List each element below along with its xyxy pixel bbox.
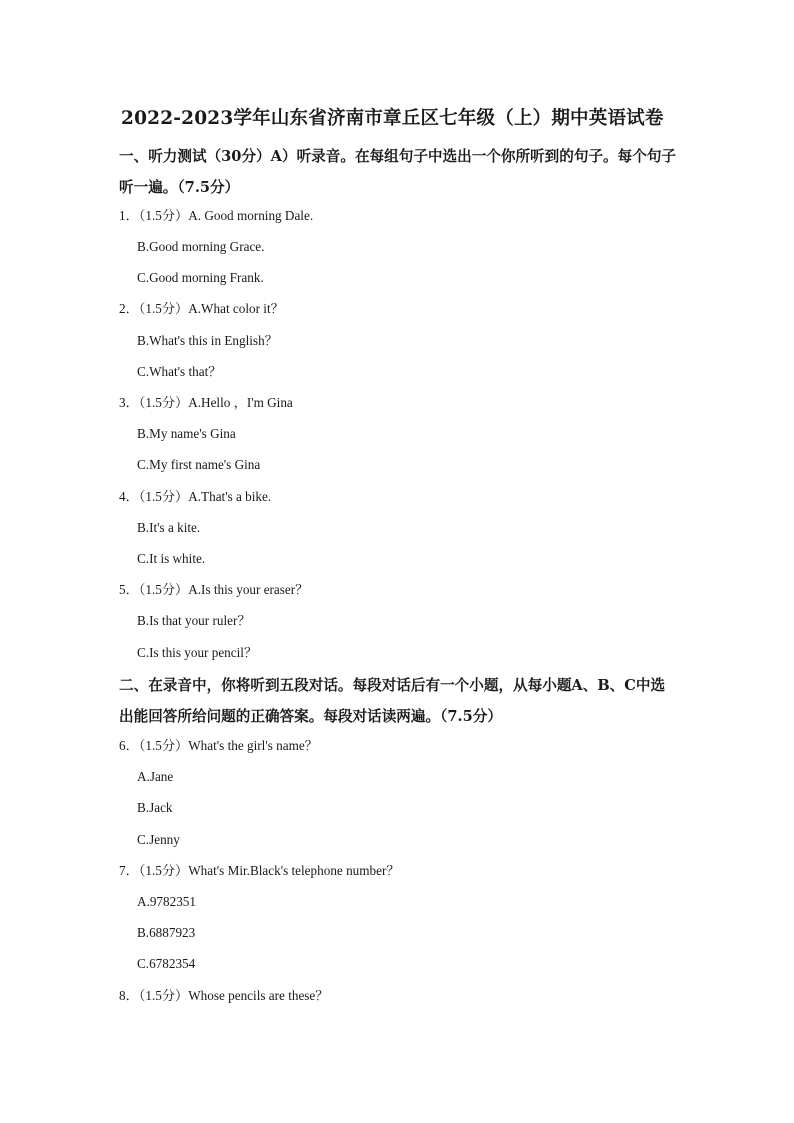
section-2-heading: 二、在录音中，你将听到五段对话。每段对话后有一个小题，从每小题A、B、C中选出能回答所给问题的正确答案。每段对话读两遍。（7.5分）: [119, 677, 666, 725]
question-4: 4．（1.5分）A.That's a bike.: [119, 489, 272, 504]
question-5-option-c: C.Is this your pencil？: [137, 645, 258, 660]
question-1: 1．（1.5分）A. Good morning Dale.: [119, 208, 314, 223]
question-2: 2．（1.5分）A.What color it？: [119, 301, 284, 316]
question-7: 7．（1.5分）What's Mir.Black's telephone number？: [119, 863, 400, 878]
question-3-option-c: C.My first name's Gina: [137, 457, 261, 472]
question-4-option-c: C.It is white.: [137, 551, 206, 566]
question-7-option-c: C.6782354: [137, 956, 196, 971]
question-4-option-b: B.It's a kite.: [137, 520, 201, 535]
question-5: 5．（1.5分）A.Is this your eraser？: [119, 582, 309, 597]
question-6: 6．（1.5分）What's the girl's name？: [119, 738, 318, 753]
question-6-option-a: A.Jane: [137, 769, 174, 784]
question-8: 8．（1.5分）Whose pencils are these？: [119, 988, 329, 1003]
question-6-option-b: B.Jack: [137, 800, 173, 815]
question-6-option-c: C.Jenny: [137, 832, 180, 847]
question-1-option-c: C.Good morning Frank.: [137, 270, 264, 285]
section-1-heading: 一、听力测试（30分）A）听录音。在每组句子中选出一个你所听到的句子。每个句子听一遍。（7.5分）: [119, 148, 677, 196]
question-2-option-c: C.What's that？: [137, 364, 222, 379]
question-1-option-b: B.Good morning Grace.: [137, 239, 265, 254]
question-3: 3．（1.5分）A.Hello ，I'm Gina: [119, 395, 293, 410]
question-2-option-b: B.What's this in English？: [137, 333, 278, 348]
question-7-option-b: B.6887923: [137, 925, 196, 940]
question-3-option-b: B.My name's Gina: [137, 426, 236, 441]
question-5-option-b: B.Is that your ruler？: [137, 613, 251, 628]
question-7-option-a: A.9782351: [137, 894, 196, 909]
exam-title: 2022-2023学年山东省济南市章丘区七年级（上）期中英语试卷: [121, 108, 664, 129]
